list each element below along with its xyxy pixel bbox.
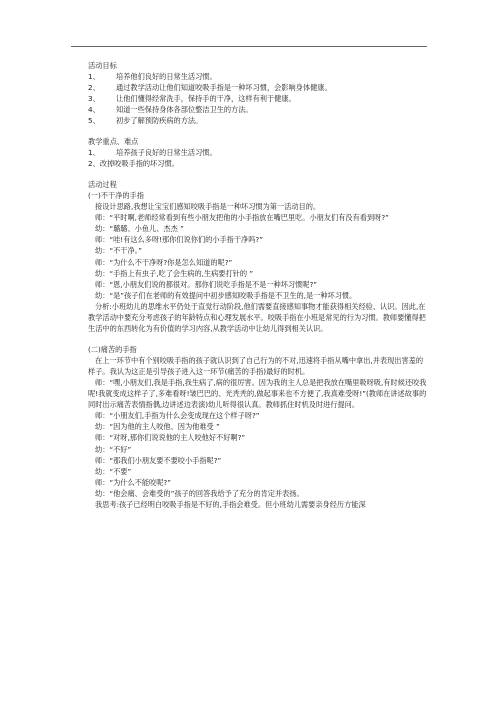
list-item: 5、 初步了解预防疾病的方法。 [88, 116, 203, 126]
process-heading: 活动过程 [88, 179, 117, 189]
paragraph: 师：“平时啊,老师经常看到有些小朋友把他的小手指放在嘴巴里吃。小朋友们有没有看到呀?” [95, 213, 389, 223]
paragraph: 幼：“璐璐、小鱼儿、杰杰 ” [95, 224, 184, 234]
section-two-title: (二)痛苦的手指 [88, 344, 137, 354]
paragraph: 幼：“不要” [95, 466, 132, 476]
section-one-title: (一)不干净的手指 [88, 190, 144, 200]
paragraph: 幼：“因为他的主人咬他、因为他难受 ” [95, 422, 220, 432]
paragraph: 师：“恩,小朋友们说的都很对。那你们说吃手指是不是一种坏习惯呢?” [95, 279, 317, 289]
paragraph: 师：“哇!有这么多呀!那你们说你们的小手指干净吗?” [95, 235, 263, 245]
list-item: 2、改掉咬吸手指的坏习惯。 [88, 159, 179, 169]
list-item: 1、 培养他们良好的日常生活习惯。 [88, 72, 217, 82]
list-item: 2、 通过教学活动让他们知道咬吸手指是一种坏习惯，会影响身体健康。 [88, 83, 332, 93]
paragraph: 接设计思路,我想让宝宝们感知咬吸手指是一种坏习惯为第一活动目的。 [95, 202, 321, 212]
list-item: 1、 培养孩子良好的日常生活习惯。 [88, 148, 217, 158]
list-item: 3、 让他们懂得经常洗手，保持手的干净，这样有利于健康。 [88, 94, 296, 104]
paragraph: 幼：“不干净。” [95, 246, 142, 256]
paragraph: 师：“为什么不能咬呢?” [95, 477, 171, 487]
story-paragraph: 师：“嘿,小朋友们,我是手指,我生病了,病的很厉害。因为我的主人总是把我放在嘴里吸呀吸,有时候还咬我呢!我就变成这样子了,多难看呀!皱巴巴的、光秃秃的,做起事来也不方便了,我真难受呀!”(教师在讲述故事的同时出示痛苦表情指偶,边讲述边表演)幼儿听得很认真。教师抓住时机及时进行提问。 [88, 377, 427, 410]
paragraph: 师：“对呀,那你们说说他的主人咬他好不好啊?” [95, 433, 246, 443]
list-item: 4、 知道一些保持身体各部位整洁卫生的方法。 [88, 105, 253, 115]
key-points-list [88, 147, 428, 169]
paragraph: 幼：“手指上有虫子,吃了会生病的,生病要打针的 ” [95, 268, 254, 278]
header-rule [71, 46, 427, 47]
paragraph: 幼：“是”孩子们在老师的有效提问中初步感知咬吸手指是不卫生的,是一种坏习惯。 [95, 290, 357, 300]
reflection-paragraph: 我思考:孩子已经明白咬吸手指是不好的,手指会难受。但小班幼儿需要亲身经历方能深 [95, 499, 366, 509]
analysis-paragraph: 分析:小班幼儿的思维水平仍处于直觉行动阶段,他们需要直接感知事物才能获得相关经验、认识。因此,在教学活动中要充分考虑孩子的年龄特点和心理发展水平。咬吸手指在小班是常见的行为习惯。教师要懂得把生活中的东西转化为有价值的学习内容,从教学活动中让幼儿得到相关认识。 [88, 301, 426, 334]
paragraph: 在上一环节中有个别咬吸手指的孩子就认识到了自己行为的不对,迅速将手指从嘴中拿出,并表现出害羞的样子。我认为这正是引导孩子进入这一环节(痛苦的手指)最好的时机。 [88, 355, 424, 376]
key-points-heading: 教学重点、难点 [88, 137, 139, 147]
paragraph: 师：“为什么不干净呀?你是怎么知道的呢?” [95, 257, 233, 267]
paragraph: 师：“那我们小朋友要不要咬小手指呢?” [95, 455, 222, 465]
document-body [88, 60, 428, 510]
paragraph: 幼：“他会痛、会难受的”孩子的回答我给予了充分的肯定并表扬。 [95, 488, 304, 498]
objectives-heading: 活动目标 [88, 61, 117, 70]
paragraph: 师：“小朋友们,手指为什么会变成现在这个样子呀?” [95, 411, 260, 421]
paragraph: 幼：“不好” [95, 444, 132, 454]
objectives-list [88, 71, 428, 126]
